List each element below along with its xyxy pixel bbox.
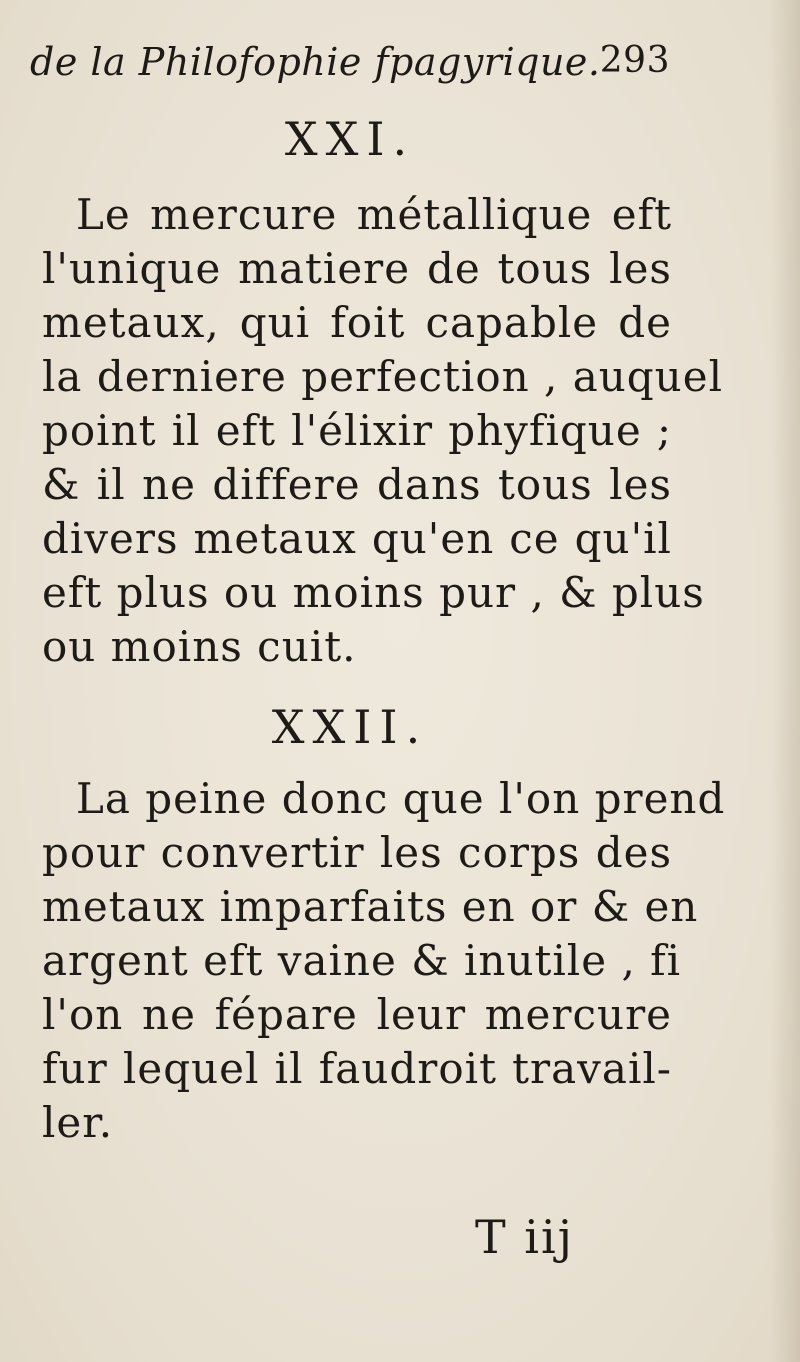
- page-edge-shadow: [770, 0, 800, 1362]
- paragraph-xxii: [42, 772, 726, 1150]
- page-number: 293: [599, 40, 670, 81]
- text-line: ler.: [42, 1098, 114, 1147]
- section-number-xxi: XXI.: [284, 112, 416, 166]
- text-line: la derniere perfection , auquel: [42, 352, 724, 401]
- running-head: [30, 40, 670, 100]
- text-line: l'unique matiere de tous les: [42, 244, 672, 293]
- text-line: l'on ne fépare leur mercure: [42, 990, 672, 1039]
- text-line: fur lequel il faudroit travail-: [42, 1044, 672, 1093]
- text-line: argent eft vaine & inutile , fi: [42, 936, 682, 985]
- section-number-xxii: XXII.: [271, 700, 429, 754]
- paragraph-xxi: [42, 188, 724, 674]
- text-line: eft plus ou moins pur , & plus: [42, 568, 705, 617]
- text-line: Le mercure métallique eft: [76, 190, 672, 239]
- text-line: divers metaux qu'en ce qu'il: [42, 514, 672, 563]
- signature-mark: T iij: [475, 1210, 574, 1264]
- text-line: ou moins cuit.: [42, 622, 357, 671]
- running-head-title: de la Philofophie fpagyrique.: [30, 40, 601, 84]
- text-line: & il ne differe dans tous les: [42, 460, 672, 509]
- text-line: metaux imparfaits en or & en: [42, 882, 699, 931]
- text-line: La peine donc que l'on prend: [76, 774, 726, 823]
- text-line: pour convertir les corps des: [42, 828, 672, 877]
- text-line: point il eft l'élixir phyfique ;: [42, 406, 672, 455]
- text-line: metaux, qui foit capable de: [42, 298, 672, 347]
